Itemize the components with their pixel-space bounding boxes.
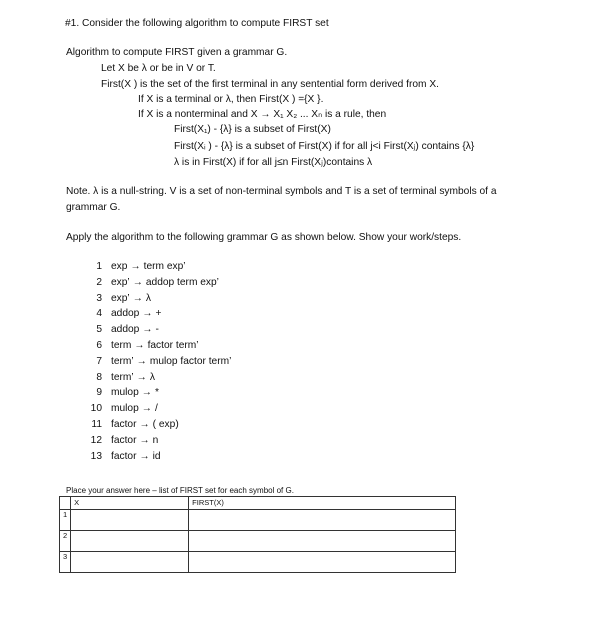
rule-number: 1 <box>96 261 102 272</box>
rule-lhs: term <box>111 339 132 351</box>
apply-instruction: Apply the algorithm to the following grammar G as shown below. Show your work/steps. <box>66 232 462 243</box>
answer-caption: Place your answer here – list of FIRST set for each symbol of G. <box>66 486 294 495</box>
arrow-icon: → <box>139 434 150 446</box>
arrow-icon: → <box>139 450 150 462</box>
arrow-icon: → <box>141 387 152 399</box>
arrow-icon: → <box>134 339 145 351</box>
rule-number: 13 <box>90 450 102 462</box>
note-line-1: Note. λ is a null-string. V is a set of non-terminal symbols and T is a set of terminal symbols of a <box>66 186 497 197</box>
rule-lhs: term’ <box>111 371 134 383</box>
rule-lhs: addop <box>111 324 140 336</box>
rule-production <box>111 340 199 352</box>
algorithm-nonterminal-case: If X is a nonterminal and X → X₁ X₂ ... Xₙ is a rule, then <box>138 109 387 120</box>
rule-lhs: exp’ <box>111 292 130 304</box>
rule-number: 8 <box>96 371 102 383</box>
answer-row <box>60 531 456 552</box>
note-line-2: grammar G. <box>66 202 121 213</box>
header-first-x: FIRST(X) <box>189 497 456 510</box>
arrow-icon: → <box>141 403 152 415</box>
rule-lhs: mulop <box>111 387 139 399</box>
rule-rhs: * <box>154 387 159 399</box>
first-set-cell[interactable] <box>189 510 456 531</box>
rule-lhs: factor <box>111 418 137 430</box>
row-number: 1 <box>60 510 71 531</box>
rule-number: 4 <box>96 308 102 320</box>
rule-number: 11 <box>91 418 102 430</box>
rule-production <box>111 419 179 431</box>
arrow-icon: → <box>136 355 147 367</box>
symbol-cell[interactable] <box>71 510 189 531</box>
rule-number: 12 <box>90 434 102 446</box>
first-set-cell[interactable] <box>189 531 456 552</box>
rule-production <box>111 451 161 463</box>
rule-lhs: exp’ <box>111 276 130 288</box>
rule-rhs: term exp’ <box>143 261 186 272</box>
arrow-icon: → <box>142 308 153 320</box>
answer-row <box>60 510 456 531</box>
algorithm-first-definition: First(X ) is the set of the first terminal in any sentential form derived from X. <box>101 79 440 90</box>
rule-number: 6 <box>96 339 102 351</box>
arrow-icon: → <box>132 276 143 288</box>
rule-production <box>111 372 155 384</box>
rule-rhs: λ <box>145 292 151 304</box>
rule-production <box>111 387 159 399</box>
rule-lhs: addop <box>111 308 140 320</box>
rule-production <box>111 293 151 305</box>
rule-production <box>111 356 231 368</box>
rule-number: 5 <box>96 324 102 336</box>
answer-table <box>59 496 456 573</box>
rule-production <box>111 324 159 336</box>
rule-lhs: term’ <box>111 355 134 367</box>
algorithm-subrule-2: First(Xᵢ ) - {λ} is a subset of First(X) if for all j<i First(Xⱼ) contains {λ} <box>174 141 475 152</box>
first-set-cell[interactable] <box>189 552 456 573</box>
rule-lhs: factor <box>111 450 137 462</box>
rule-rhs: mulop factor term’ <box>149 355 232 367</box>
arrow-icon: → <box>139 418 150 430</box>
rule-production <box>111 261 186 273</box>
algorithm-subrule-1: First(X₁) - {λ} is a subset of First(X) <box>174 124 331 135</box>
question-heading: #1. Consider the following algorithm to compute FIRST set <box>65 18 329 29</box>
rule-rhs: - <box>155 324 159 336</box>
symbol-cell[interactable] <box>71 552 189 573</box>
rule-rhs: addop term exp’ <box>145 276 219 288</box>
rule-number: 2 <box>96 276 102 288</box>
rule-number: 9 <box>96 387 102 399</box>
row-number: 2 <box>60 531 71 552</box>
rule-production <box>111 277 219 289</box>
rule-rhs: λ <box>149 371 155 383</box>
rule-rhs: / <box>154 403 158 415</box>
rule-number: 10 <box>90 403 102 415</box>
algorithm-let-line: Let X be λ or be in V or T. <box>101 63 216 74</box>
arrow-icon: → <box>132 292 143 304</box>
symbol-cell[interactable] <box>71 531 189 552</box>
header-blank-cell <box>60 497 71 510</box>
rule-number: 3 <box>96 292 102 304</box>
rule-rhs: ( exp) <box>152 418 179 430</box>
rule-rhs: + <box>155 308 162 320</box>
rule-production <box>111 435 158 447</box>
rule-lhs: factor <box>111 434 137 446</box>
algorithm-subrule-3: λ is in First(X) if for all j≤n First(Xⱼ)contains λ <box>174 157 373 168</box>
answer-row <box>60 552 456 573</box>
rule-lhs: mulop <box>111 403 139 415</box>
rule-production <box>111 403 158 415</box>
algorithm-title: Algorithm to compute FIRST given a grammar G. <box>66 47 288 58</box>
arrow-icon: → <box>136 371 147 383</box>
arrow-icon: → <box>130 261 141 272</box>
rule-lhs: exp <box>111 261 128 272</box>
rule-rhs: id <box>152 450 161 462</box>
arrow-icon: → <box>142 324 153 336</box>
answer-table-header <box>60 497 456 510</box>
header-x: X <box>71 497 189 510</box>
row-number: 3 <box>60 552 71 573</box>
algorithm-terminal-case: If X is a terminal or λ, then First(X ) ={X }. <box>138 94 324 105</box>
rule-rhs: factor term’ <box>147 339 199 351</box>
rule-production <box>111 308 161 320</box>
rule-rhs: n <box>152 434 159 446</box>
rule-number: 7 <box>96 355 102 367</box>
